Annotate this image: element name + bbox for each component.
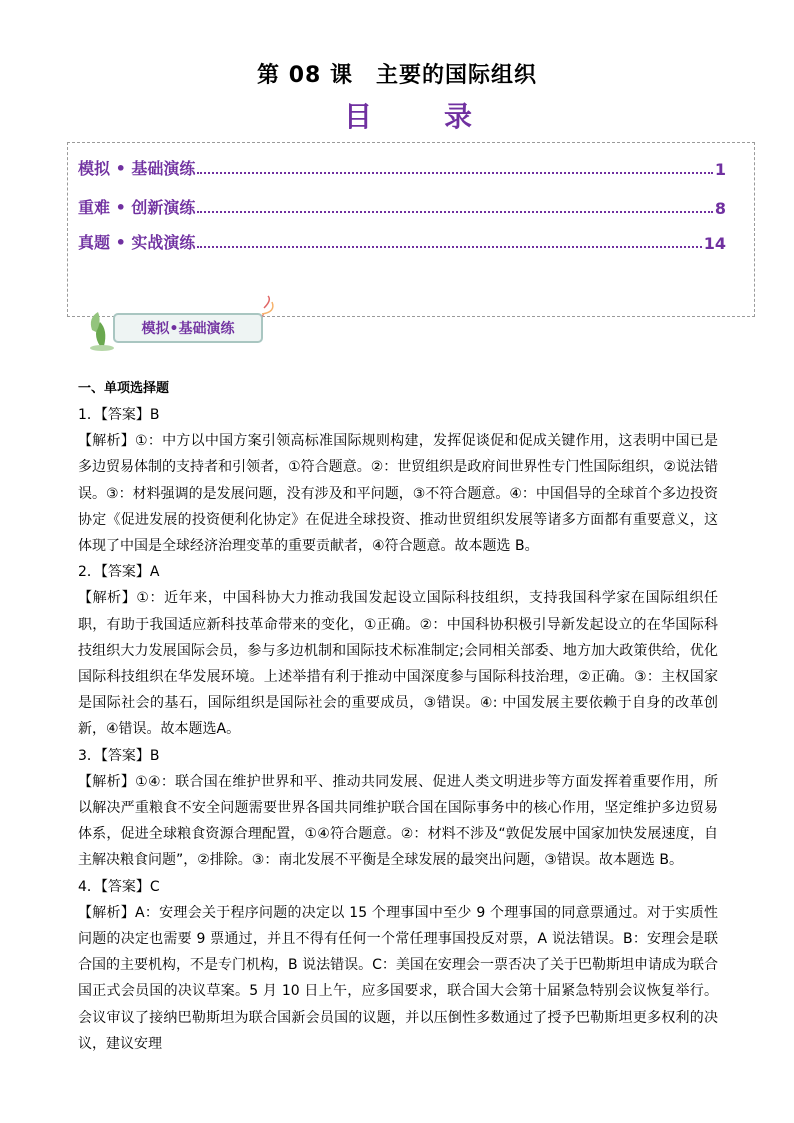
answer-line: 4．【答案】C [78, 878, 160, 895]
toc-entry-label: 模拟 • 基础演练 [78, 159, 196, 178]
toc-entry-page: 1 [714, 160, 726, 179]
section-title: 一、单项选择题 [78, 381, 170, 396]
toc-entry-exam[interactable] [78, 229, 726, 253]
toc-entry-advanced[interactable] [78, 194, 726, 218]
analysis-paragraph: 【解析】①④：联合国在维护世界和平、推动共同发展、促进人类文明进步等方面发挥着重要作用，所以解决严重粮食不安全问题需要世界各国共同维护联合国在国际事务中的核心作用，坚定维护多边贸易体系，促进全球粮食资源合理配置，①④符合题意。②：材料不涉及“敦促发展中国家加快发展速度，自主解决粮食问题”，②排除。③：南北发展不平衡是全球发展的最突出问题，③错误。故本题选 B。 [78, 773, 718, 869]
toc-entry-label: 真题 • 实战演练 [78, 233, 196, 252]
toc-leader-dots [197, 172, 712, 174]
toc-leader-dots [197, 211, 712, 213]
analysis-paragraph: 【解析】A：安理会关于程序问题的决定以 15 个理事国中至少 9 个理事国的同意票通过。对于实质性问题的决定也需要 9 票通过，并且不得有任何一个常任理事国投反对票，A 说法错误。B：安理会是联合国的主要机构，不是专门机构，B 说法错误。C：美国在安理会一票否决了关于巴勒斯坦申请成为联合国正式会员国的决议草案。5 月 10 日上午，应多国要求，联合国大会第十届紧急特别会议恢复举行。会议审议了接纳巴勒斯坦为联合国新会员国的议题，并以压倒性多数通过了授予巴勒斯坦更多权利的决议，建议安理 [78, 904, 718, 1052]
toc-leader-dots [197, 246, 701, 248]
page-title: 第 08 课 主要的国际组织 [257, 63, 537, 88]
toc-entry-label: 重难 • 创新演练 [78, 198, 196, 217]
analysis-paragraph: 【解析】①：近年来，中国科协大力推动我国发起设立国际科技组织，支持我国科学家在国际组织任职，有助于我国适应新科技革命带来的变化，①正确。②：中国科协积极引导新发起设立的在华国际科技组织大力发展国际会员，参与多边机制和国际技术标准制定;会同相关部委、地方加大政策供给，优化国际科技组织在华发展环境。上述举措有利于推动中国深度参与国际科技治理，②正确。③：主权国家是国际社会的基石，国际组织是国际社会的重要成员，③错误。④: 中国发展主要依赖于自身的改革创新，④错误。故本题选A。 [78, 590, 718, 738]
content-body [78, 376, 718, 1057]
toc-entry-page: 14 [703, 234, 726, 253]
answer-line: 3．【答案】B [78, 747, 160, 764]
toc-heading: 目 录 [343, 100, 494, 133]
answer-line: 2．【答案】A [78, 564, 160, 581]
section-banner: 模拟•基础演练 [113, 313, 263, 343]
answer-line: 1．【答案】B [78, 407, 160, 423]
toc-entry-basic[interactable] [78, 155, 726, 179]
toc-entry-page: 8 [714, 199, 726, 218]
analysis-paragraph: 【解析】①：中方以中国方案引领高标准国际规则构建，发挥促谈促和促成关键作用，这表明中国已是多边贸易体制的支持者和引领者，①符合题意。②：世贸组织是政府间世界性专门性国际组织，②说法错误。③：材料强调的是发展问题，没有涉及和平问题，③不符合题意。④：中国倡导的全球首个多边投资协定《促进发展的投资便利化协定》在促进全球投资、推动世贸组织发展等诸多方面都有重要意义，这体现了中国是全球经济治理变革的重要贡献者，④符合题意。故本题选 B。 [78, 433, 718, 555]
